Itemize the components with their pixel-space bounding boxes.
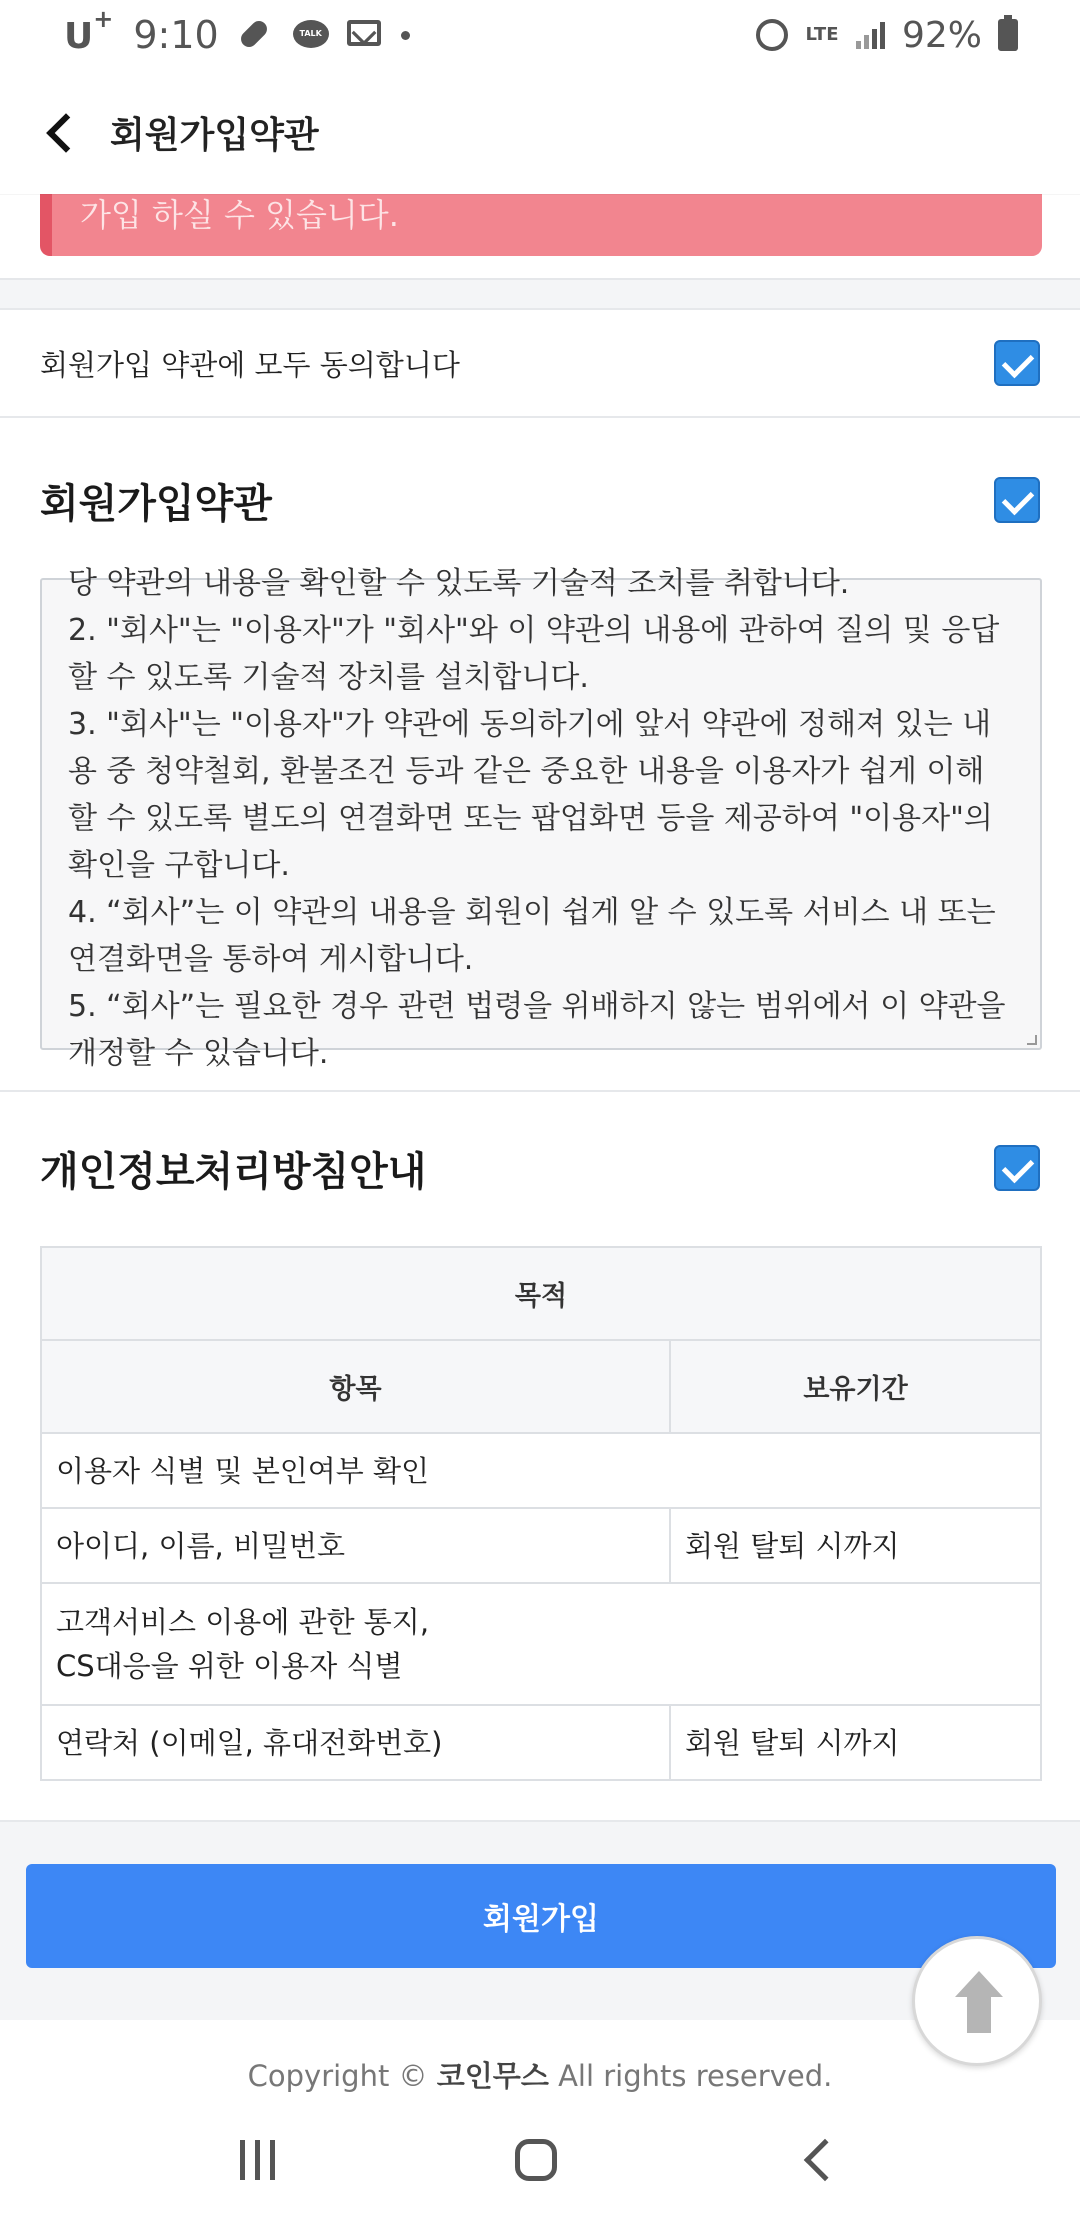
table-header-period: 보유기간 [670,1340,1041,1433]
table-header-item: 항목 [41,1340,670,1433]
purpose-line: 고객서비스 이용에 관한 통지, [56,1605,430,1639]
system-nav-bar [0,2100,1080,2220]
status-time: 9:10 [133,13,219,57]
table-cell-period: 회원 탈퇴 시까지 [670,1508,1041,1583]
battery-percent: 92% [901,14,982,56]
carrier-sup: + [93,5,114,33]
purpose-line: CS대응을 위한 이용자 식별 [56,1649,403,1683]
recent-apps-icon[interactable] [240,2140,275,2180]
talk-icon [293,20,327,50]
mail-icon [347,20,381,50]
terms-line: 3. "회사"는 "이용자"가 약관에 동의하기에 앞서 약관에 정해져 있는 내용 중 청약철회, 환불조건 등과 같은 중요한 내용을 이용자가 쉽게 이해할 수 있도록 별도의 연결화면 또는 팝업화면 등을 제공하여 "이용자"의 확인을 구합니다. [68,707,993,883]
resize-grip-icon[interactable] [1027,1035,1037,1045]
table-cell-period: 회원 탈퇴 시까지 [670,1705,1041,1780]
notification-dot-icon [401,31,410,40]
table-row [41,1705,1041,1780]
scroll-to-top-button[interactable] [912,1936,1042,2066]
agree-all-label: 회원가입 약관에 모두 동의합니다 [40,347,460,382]
terms-text [68,560,1012,1077]
terms-textarea[interactable] [40,566,1042,1071]
table-cell-purpose: 이용자 식별 및 본인여부 확인 [41,1433,1041,1508]
signup-button[interactable]: 회원가입 [26,1864,1056,1968]
nav-back-icon[interactable] [804,2139,846,2181]
terms-section-header [0,460,1080,540]
lte-icon: LTE [805,24,839,45]
terms-line: 당 약관의 내용을 확인할 수 있도록 기술적 조치를 취합니다. [68,566,850,601]
table-row [41,1583,1041,1705]
terms-line: 5. “회사”는 필요한 경우 관련 법령을 위배하지 않는 범위에서 이 약관을 개정할 수 있습니다. [68,989,1006,1071]
status-bar [0,0,1080,70]
page-title: 회원가입약관 [110,114,319,156]
agree-all-checkbox[interactable] [994,340,1040,386]
terms-line: 2. "회사"는 "이용자"가 "회사"와 이 약관의 내용에 관하여 질의 및 응답할 수 있도록 기술적 장치를 설치합니다. [68,613,1000,695]
carrier-label [64,5,114,57]
privacy-section-title: 개인정보처리방침안내 [40,1148,427,1195]
arrow-up-icon [951,1967,1007,2037]
carrier-text: U [64,16,94,57]
signal-icon [856,21,886,49]
alert-text: 가입 하실 수 있습니다. [80,196,399,234]
status-bar-left [64,5,410,57]
app-header [0,70,1080,194]
table-row [41,1433,1041,1508]
privacy-section-header [0,1128,1080,1208]
content-area[interactable] [0,194,1080,2093]
table-cell-purpose [41,1583,1041,1705]
terms-line: 4. “회사”는 이 약관의 내용을 회원이 쉽게 알 수 있도록 서비스 내 또는 연결화면을 통하여 게시합니다. [68,895,996,977]
talk-icon-label: TALK [293,20,329,48]
back-arrow-icon[interactable] [40,110,84,154]
battery-icon [998,19,1018,51]
section-divider [0,278,1080,308]
section-divider [0,1090,1080,1092]
agree-all-row[interactable] [0,308,1080,418]
table-header-row [41,1340,1041,1433]
status-bar-right [756,15,1018,56]
table-cell-item: 연락처 (이메일, 휴대전화번호) [41,1705,670,1780]
privacy-table [40,1246,1042,1781]
home-icon[interactable] [515,2139,557,2181]
terms-checkbox[interactable] [994,477,1040,523]
alarm-icon [756,19,788,51]
table-header-row [41,1247,1041,1340]
copyright-prefix: Copyright © [247,2059,428,2093]
table-cell-item: 아이디, 이름, 비밀번호 [41,1508,670,1583]
pill-icon [239,20,273,50]
table-header-purpose: 목적 [41,1247,1041,1340]
privacy-checkbox[interactable] [994,1145,1040,1191]
copyright-suffix: All rights reserved. [558,2059,833,2093]
copyright [0,2054,1080,2095]
table-row [41,1508,1041,1583]
brand-name: 코인무스 [436,2059,549,2093]
terms-section-title: 회원가입약관 [40,480,272,527]
